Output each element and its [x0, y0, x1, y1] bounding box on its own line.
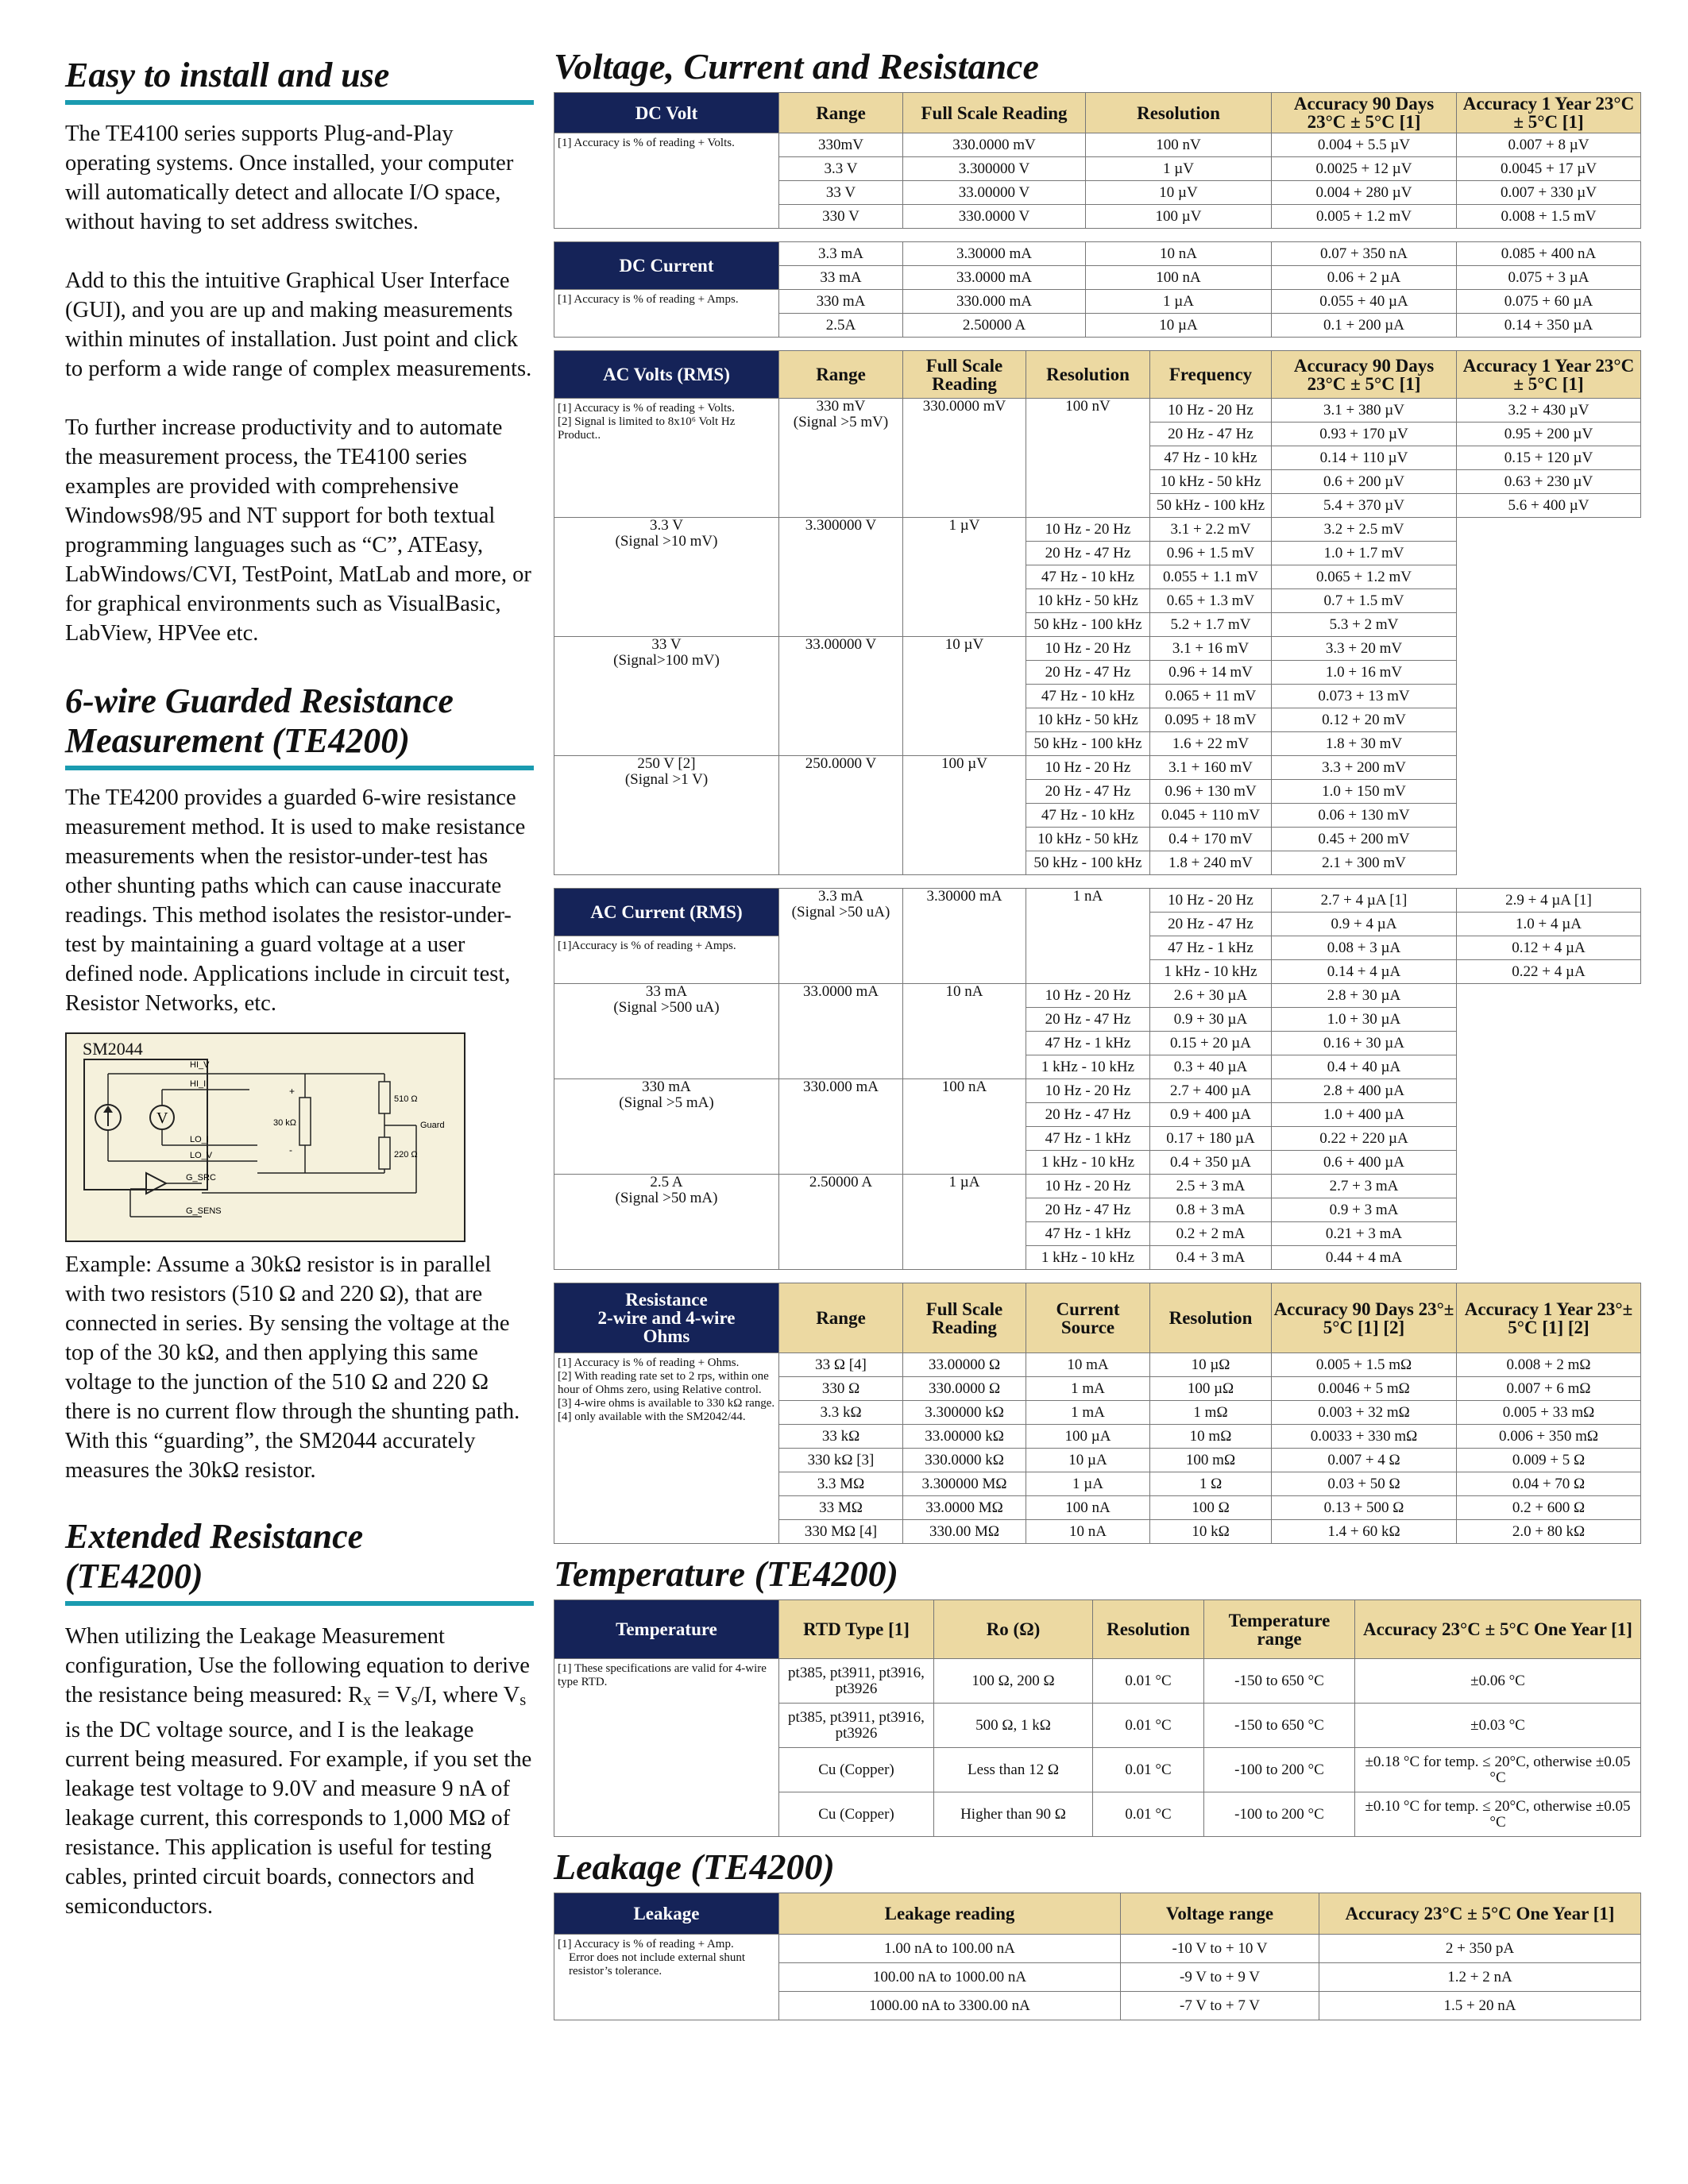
guard-buffer-symbol [146, 1173, 166, 1194]
label-plus: + [289, 1086, 295, 1097]
table-row: 1 kHz - 10 kHz 0.14 + 4 µA 0.22 + 4 µA [554, 960, 1641, 984]
table-row: 33 MΩ 33.0000 MΩ 100 nA 100 Ω 0.13 + 500 Ω 0.2 + 600 Ω [554, 1496, 1641, 1520]
ac-volts-table: AC Volts (RMS) Range Full Scale Reading Resolution Frequency Accuracy 90 Days 23°C ± 5°C [1] Accuracy 1 Year 23°C ± 5°C [1] [1] Accuracy is % of reading + Volts. [2] Signal is limited to 8x10⁶ Volt Hz Product.. 330 mV (Signal >5 mV) 330.0000 mV 100 nV 10 Hz - 20 Hz 3.1 + 380 µV 3.2 + 430 µV 20 Hz - 47 Hz 0.93 + 170 µV 0.95 + 200 µV 47 Hz - 10 kHz 0.14 + 110 µV 0.15 + 120 µV 10 kHz - 50 kHz 0.6 + 200 µV 0.63 + 230 µV 50 kHz - 100 kHz 5.4 + 370 µV 5.6 + 400 µV 3.3 V (Signal >10 mV) 3.300000 V 1 µV 10 Hz - 20 Hz 3.1 + 2.2 mV 3.2 + 2.5 mV 20 Hz - 47 Hz 0.96 + 1.5 mV 1.0 + 1.7 mV 47 Hz - 10 kHz 0.055 + 1.1 mV 0.065 + 1.2 mV 10 kHz - 50 kHz 0.65 + 1.3 mV 0.7 + 1.5 mV 50 kHz - 100 kHz 5.2 + 1.7 mV 5.3 + 2 mV 33 V (Signal>100 mV) 33.00000 V 10 µV 10 Hz - 20 Hz 3.1 + 16 mV 3.3 + 20 mV 20 Hz - 47 Hz 0.96 + 14 mV 1.0 + 16 mV 47 Hz - 10 kHz 0.065 + 11 mV 0.073 + 13 mV 10 kHz - 50 kHz 0.095 + 18 mV 0.12 + 20 mV 50 kHz - 100 kHz 1.6 + 22 mV 1.8 + 30 mV 250 V [2] (Signal >1 V) 250.0000 V 100 µV 10 Hz - 20 Hz 3.1 + 160 mV 3.3 + 200 mV 20 Hz - 47 Hz 0.96 + 130 mV 1.0 + 150 mV 47 Hz - 10 kHz 0.045 + 110 mV 0.06 + 130 mV 10 kHz - 50 kHz 0.4 + 170 mV 0.45 + 200 mV 50 kHz - 100 kHz 1.8 + 240 mV 2.1 + 300 mV [554, 350, 1641, 875]
section-title-vcr: Voltage, Current and Resistance [554, 46, 1039, 87]
table-row: 20 Hz - 47 Hz 0.93 + 170 µV 0.95 + 200 µV [554, 423, 1641, 446]
voltmeter-label: V [156, 1109, 168, 1127]
table-row: 330 kΩ [3] 330.0000 kΩ 10 µA 100 mΩ 0.007 + 4 Ω 0.009 + 5 Ω [554, 1449, 1641, 1472]
table-row: [1]Accuracy is % of reading + Amps. 47 Hz - 1 kHz 0.08 + 3 µA 0.12 + 4 µA [554, 936, 1641, 960]
table-row: 47 Hz - 10 kHz 0.045 + 110 mV 0.06 + 130 mV [554, 804, 1641, 828]
ac-current-group [554, 889, 1641, 984]
table-row: 47 Hz - 10 kHz 0.055 + 1.1 mV 0.065 + 1.2 mV [554, 565, 1641, 589]
table-row: 33 mA 33.0000 mA 100 nA 0.06 + 2 µA 0.075 + 3 µA [554, 266, 1641, 290]
table-row: 330 Ω 330.0000 Ω 1 mA 100 µΩ 0.0046 + 5 mΩ 0.007 + 6 mΩ [554, 1377, 1641, 1401]
ac-current-table [554, 888, 1641, 1270]
leakage-label: Leakage [554, 1893, 779, 1935]
leakage-table: Leakage Leakage reading Voltage range Accuracy 23°C ± 5°C One Year [1] [1] Accuracy is % of reading + Amp. Error does not include external shunt resistor’s tolerance. 1.00 nA to 100.00 nA -10 V to + 10 V 2 + 350 pA 100.00 nA to 1000.00 nA -9 V to + 9 V 1.2 + 2 nA 1000.00 nA to 3300.00 nA -7 V to + 7 V 1.5 + 20 nA [554, 1893, 1641, 2020]
guarded-title-line-2: Measurement (TE4200) [65, 721, 410, 760]
table-row: Cu (Copper) Higher than 90 Ω 0.01 °C -100 to 200 °C ±0.10 °C for temp. ≤ 20°C, otherwise ±0.05 °C [554, 1792, 1641, 1837]
table-row: 1 kHz - 10 kHz 0.4 + 3 mA 0.44 + 4 mA [554, 1246, 1641, 1270]
ac-current-group [554, 1175, 1641, 1270]
table-row: DC Current 3.3 mA 3.30000 mA 10 nA 0.07 + 350 nA 0.085 + 400 nA [554, 242, 1641, 266]
extended-paragraph: When utilizing the Leakage Measurement configuration, Use the following equation to derive the resistance being measured: $R_x = V_s/I$, where $V_s$ is the DC voltage source, and I is the leakage current being measured. For example, if you set the leakage test voltage to 9.0V and measure 9 nA of leakage current, this corresponds to 1,000 MΩ of resistance. This application is useful for testing cables, printed circuit boards, connectors and semiconductors. [65, 1624, 532, 1920]
table-row: 47 Hz - 1 kHz 0.15 + 20 µA 0.16 + 30 µA [554, 1032, 1641, 1055]
ac-current-group [554, 984, 1641, 1079]
table-row: 250 V [2] (Signal >1 V) 250.0000 V 100 µV 10 Hz - 20 Hz 3.1 + 160 mV 3.3 + 200 mV [554, 756, 1641, 780]
right-column [554, 46, 1640, 2020]
label-g-sens: G_SENS [186, 1206, 222, 1216]
label-220: 220 Ω [394, 1150, 418, 1160]
table-row: 100.00 nA to 1000.00 nA -9 V to + 9 V 1.2 + 2 nA [554, 1963, 1641, 1992]
table-row: 3.3 MΩ 3.300000 MΩ 1 µA 1 Ω 0.03 + 50 Ω 0.04 + 70 Ω [554, 1472, 1641, 1496]
table-row: [1] Accuracy is % of reading + Volts. [2] Signal is limited to 8x10⁶ Volt Hz Product.. 330 mV (Signal >5 mV) 330.0000 mV 100 nV 10 Hz - 20 Hz 3.1 + 380 µV 3.2 + 430 µV [554, 399, 1641, 423]
temperature-label: Temperature [554, 1600, 779, 1659]
table-row: 47 Hz - 10 kHz 0.14 + 110 µV 0.15 + 120 µV [554, 446, 1641, 470]
table-row: [1] Accuracy is % of reading + Ohms. [2] With reading rate set to 2 rps, within one hour of Ohms zero, using Relative control. [3] 4-wire ohms is available to 330 kΩ range. [4] only available with the SM2042/44. 33 Ω [4] 33.00000 Ω 10 mA 10 µΩ 0.005 + 1.5 mΩ 0.008 + 2 mΩ [554, 1353, 1641, 1377]
table-row: 10 kHz - 50 kHz 0.095 + 18 mV 0.12 + 20 mV [554, 708, 1641, 732]
label-hi-v: HI_V [190, 1060, 210, 1070]
table-row: 50 kHz - 100 kHz 1.6 + 22 mV 1.8 + 30 mV [554, 732, 1641, 756]
section-title-leakage: Leakage (TE4200) [554, 1846, 835, 1887]
dc-volt-label: DC Volt [554, 93, 779, 133]
table-row: 1000.00 nA to 3300.00 nA -7 V to + 7 V 1.5 + 20 nA [554, 1992, 1641, 2020]
left-column [65, 56, 534, 1921]
table-row: 2.5 A (Signal >50 mA) 2.50000 A 1 µA 10 Hz - 20 Hz 2.5 + 3 mA 2.7 + 3 mA [554, 1175, 1641, 1198]
resistor-510 [379, 1082, 390, 1113]
table-row: 47 Hz - 1 kHz 0.17 + 180 µA 0.22 + 220 µA [554, 1127, 1641, 1151]
label-510: 510 Ω [394, 1094, 418, 1104]
table-row: 20 Hz - 47 Hz 0.9 + 4 µA 1.0 + 4 µA [554, 913, 1641, 936]
section-title-guarded [65, 681, 534, 770]
table-row: 3.3 kΩ 3.300000 kΩ 1 mA 1 mΩ 0.003 + 32 mΩ 0.005 + 33 mΩ [554, 1401, 1641, 1425]
guarded-paragraph-2: Example: Assume a 30kΩ resistor is in parallel with two resistors (510 Ω and 220 Ω), that are connected in series. By sensing the voltage at the top of the 30 kΩ, and then applying this same voltage to the junction of the 510 Ω and 220 Ω there is no current flow through the shunting path. With this “guarding”, the SM2044 accurately measures the 30kΩ resistor. [65, 1252, 520, 1483]
table-row: 33 kΩ 33.00000 kΩ 100 µA 10 mΩ 0.0033 + 330 mΩ 0.006 + 350 mΩ [554, 1425, 1641, 1449]
ac-volts-label: AC Volts (RMS) [554, 351, 779, 399]
table-row: 47 Hz - 1 kHz 0.2 + 2 mA 0.21 + 3 mA [554, 1222, 1641, 1246]
extended-title-line-2: (TE4200) [65, 1557, 203, 1596]
label-g-src: G_SRC [186, 1173, 216, 1183]
section-title-extended [65, 1517, 534, 1606]
table-row: 47 Hz - 10 kHz 0.065 + 11 mV 0.073 + 13 mV [554, 685, 1641, 708]
table-row: 3.3 V 3.300000 V 1 µV 0.0025 + 12 µV 0.0045 + 17 µV [554, 157, 1641, 181]
table-row: 20 Hz - 47 Hz 0.8 + 3 mA 0.9 + 3 mA [554, 1198, 1641, 1222]
table-row: AC Current (RMS) 3.3 mA (Signal >50 uA) 3.30000 mA 1 nA 10 Hz - 20 Hz 2.7 + 4 µA [1] 2.9 + 4 µA [1] [554, 889, 1641, 913]
table-row: 20 Hz - 47 Hz 0.96 + 14 mV 1.0 + 16 mV [554, 661, 1641, 685]
label-hi-i: HI_I [190, 1079, 207, 1089]
ac-volts-group [554, 399, 1641, 518]
ac-current-group [554, 1079, 1641, 1175]
sm2044-circuit-diagram [65, 1032, 465, 1242]
table-row: 33 V 33.00000 V 10 µV 0.004 + 280 µV 0.007 + 330 µV [554, 181, 1641, 205]
resistor-220 [379, 1137, 390, 1169]
table-row: 2.5A 2.50000 A 10 µA 0.1 + 200 µA 0.14 + 350 µA [554, 314, 1641, 338]
table-row: 20 Hz - 47 Hz 0.96 + 1.5 mV 1.0 + 1.7 mV [554, 542, 1641, 565]
table-row: 20 Hz - 47 Hz 0.9 + 400 µA 1.0 + 400 µA [554, 1103, 1641, 1127]
dc-volt-table: DC Volt Range Full Scale Reading Resolution Accuracy 90 Days 23°C ± 5°C [1] Accuracy 1 Year 23°C ± 5°C [1] [1] Accuracy is % of reading + Volts. 330mV 330.0000 mV 100 nV 0.004 + 5.5 µV 0.007 + 8 µV 3.3 V 3.300000 V 1 µV 0.0025 + 12 µV 0.0045 + 17 µV 33 V 33.00000 V 10 µV 0.004 + 280 µV 0.007 + 330 µV 330 V 330.0000 V 100 µV 0.005 + 1.2 mV 0.008 + 1.5 mV [554, 92, 1641, 229]
table-row: 10 kHz - 50 kHz 0.4 + 170 mV 0.45 + 200 mV [554, 828, 1641, 851]
table-row: 3.3 V (Signal >10 mV) 3.300000 V 1 µV 10 Hz - 20 Hz 3.1 + 2.2 mV 3.2 + 2.5 mV [554, 518, 1641, 542]
guarded-paragraph-1: The TE4200 provides a guarded 6-wire resistance measurement method. It is used to make resistance measurements when the resistor-under-test has other shunting paths which can cause inaccurate readings. This method isolates the resistor-under-test by maintaining a guard voltage at a user defined node. Applications include in circuit test, Resistor Networks, etc. [65, 785, 526, 1016]
table-row: 10 kHz - 50 kHz 0.6 + 200 µV 0.63 + 230 µV [554, 470, 1641, 494]
table-row: [1] Accuracy is % of reading + Volts. 330mV 330.0000 mV 100 nV 0.004 + 5.5 µV 0.007 + 8 µV [554, 133, 1641, 157]
table-row: 1 kHz - 10 kHz 0.3 + 40 µA 0.4 + 40 µA [554, 1055, 1641, 1079]
table-row: 33 mA (Signal >500 uA) 33.0000 mA 10 nA 10 Hz - 20 Hz 2.6 + 30 µA 2.8 + 30 µA [554, 984, 1641, 1008]
table-row: 50 kHz - 100 kHz 1.8 + 240 mV 2.1 + 300 mV [554, 851, 1641, 875]
ac-volts-group [554, 756, 1641, 875]
table-row: 330 MΩ [4] 330.00 MΩ 10 nA 10 kΩ 1.4 + 60 kΩ 2.0 + 80 kΩ [554, 1520, 1641, 1544]
table-row: [1] Accuracy is % of reading + Amps. 330 mA 330.000 mA 1 µA 0.055 + 40 µA 0.075 + 60 µA [554, 290, 1641, 314]
guarded-title-line-1: 6-wire Guarded Resistance [65, 681, 454, 720]
table-row: 20 Hz - 47 Hz 0.9 + 30 µA 1.0 + 30 µA [554, 1008, 1641, 1032]
table-row: 330 V 330.0000 V 100 µV 0.005 + 1.2 mV 0.008 + 1.5 mV [554, 205, 1641, 229]
ac-volts-group [554, 518, 1641, 637]
label-30k: 30 kΩ [273, 1118, 297, 1128]
label-guard: Guard [420, 1121, 445, 1130]
install-paragraph-2: Add to this the intuitive Graphical User Interface (GUI), and you are up and making measurements within minutes of installation. Just point and click to perform a wide range of complex measurements. [65, 268, 532, 381]
resistance-table: Resistance 2-wire and 4-wire Ohms Range Full Scale Reading Current Source Resolution Accuracy 90 Days 23°± 5°C [1] [2] Accuracy 1 Year 23°± 5°C [1] [2] [1] Accuracy is % of reading + Ohms. [2] With reading rate set to 2 rps, within one hour of Ohms zero, using Relative control. [3] 4-wire ohms is available to 330 kΩ range. [4] only available with the SM2042/44. 33 Ω [4] 33.00000 Ω 10 mA 10 µΩ 0.005 + 1.5 mΩ 0.008 + 2 mΩ 330 Ω 330.0000 Ω 1 mA 100 µΩ 0.0046 + 5 mΩ 0.007 + 6 mΩ 3.3 kΩ 3.300000 kΩ 1 mA 1 mΩ 0.003 + 32 mΩ 0.005 + 33 mΩ 33 kΩ 33.00000 kΩ 100 µA 10 mΩ 0.0033 + 330 mΩ 0.006 + 350 mΩ 330 kΩ [3] 330.0000 kΩ 10 µA 100 mΩ 0.007 + 4 Ω 0.009 + 5 Ω 3.3 MΩ 3.300000 MΩ 1 µA 1 Ω 0.03 + 50 Ω 0.04 + 70 Ω 33 MΩ 33.0000 MΩ 100 nA 100 Ω 0.13 + 500 Ω 0.2 + 600 Ω 330 MΩ [4] 330.00 MΩ 10 nA 10 kΩ 1.4 + 60 kΩ 2.0 + 80 kΩ [554, 1283, 1641, 1544]
dc-current-table [554, 241, 1641, 338]
label-lo-v: LO_V [190, 1151, 213, 1160]
label-lo-i: LO_I [190, 1135, 209, 1144]
table-row: 20 Hz - 47 Hz 0.96 + 130 mV 1.0 + 150 mV [554, 780, 1641, 804]
install-paragraph-3: To further increase productivity and to automate the measurement process, the TE4100 series examples are provided with comprehensive Windows98/95 and NT support for both textual programming languages such as “C”, ATEasy, LabWindows/CVI, TestPoint, MatLab and more, or for graphical environments such as VisualBasic, LabView, HPVee etc. [65, 415, 531, 646]
resistance-label: Resistance 2-wire and 4-wire Ohms [554, 1283, 779, 1353]
table-row: 1 kHz - 10 kHz 0.4 + 350 µA 0.6 + 400 µA [554, 1151, 1641, 1175]
section-title-temperature: Temperature (TE4200) [554, 1553, 898, 1594]
diagram-title: SM2044 [83, 1039, 143, 1059]
table-row: pt385, pt3911, pt3916, pt3926 500 Ω, 1 kΩ 0.01 °C -150 to 650 °C ±0.03 °C [554, 1704, 1641, 1748]
ac-volts-group [554, 637, 1641, 756]
table-row: 50 kHz - 100 kHz 5.2 + 1.7 mV 5.3 + 2 mV [554, 613, 1641, 637]
table-row: [1] These specifications are valid for 4-wire type RTD. pt385, pt3911, pt3916, pt3926 100 Ω, 200 Ω 0.01 °C -150 to 650 °C ±0.06 °C [554, 1659, 1641, 1704]
table-row: Cu (Copper) Less than 12 Ω 0.01 °C -100 to 200 °C ±0.18 °C for temp. ≤ 20°C, otherwise ±0.05 °C [554, 1748, 1641, 1792]
table-row: 10 kHz - 50 kHz 0.65 + 1.3 mV 0.7 + 1.5 mV [554, 589, 1641, 613]
table-row: 33 V (Signal>100 mV) 33.00000 V 10 µV 10 Hz - 20 Hz 3.1 + 16 mV 3.3 + 20 mV [554, 637, 1641, 661]
table-row: 50 kHz - 100 kHz 5.4 + 370 µV 5.6 + 400 µV [554, 494, 1641, 518]
temperature-table: Temperature RTD Type [1] Ro (Ω) Resolution Temperature range Accuracy 23°C ± 5°C One Year [1] [1] These specifications are valid for 4-wire type RTD. pt385, pt3911, pt3916, pt3926 100 Ω, 200 Ω 0.01 °C -150 to 650 °C ±0.06 °C pt385, pt3911, pt3916, pt3926 500 Ω, 1 kΩ 0.01 °C -150 to 650 °C ±0.03 °C Cu (Copper) Less than 12 Ω 0.01 °C -100 to 200 °C ±0.18 °C for temp. ≤ 20°C, otherwise ±0.05 °C Cu (Copper) Higher than 90 Ω 0.01 °C -100 to 200 °C ±0.10 °C for temp. ≤ 20°C, otherwise ±0.05 °C [554, 1599, 1641, 1837]
table-row: [1] Accuracy is % of reading + Amp. Error does not include external shunt resistor’s tolerance. 1.00 nA to 100.00 nA -10 V to + 10 V 2 + 350 pA [554, 1935, 1641, 1963]
install-paragraph-1: The TE4100 series supports Plug-and-Play operating systems. Once installed, your computer will automatically detect and allocate I/O space, without having to set address switches. [65, 122, 514, 234]
label-minus: - [289, 1144, 292, 1156]
section-title-install: Easy to install and use [65, 56, 534, 105]
dc-current-label: DC Current [554, 242, 779, 290]
table-row: 330 mA (Signal >5 mA) 330.000 mA 100 nA 10 Hz - 20 Hz 2.7 + 400 µA 2.8 + 400 µA [554, 1079, 1641, 1103]
ac-current-label: AC Current (RMS) [554, 889, 779, 936]
resistor-30k [299, 1098, 311, 1145]
extended-title-line-1: Extended Resistance [65, 1517, 364, 1556]
